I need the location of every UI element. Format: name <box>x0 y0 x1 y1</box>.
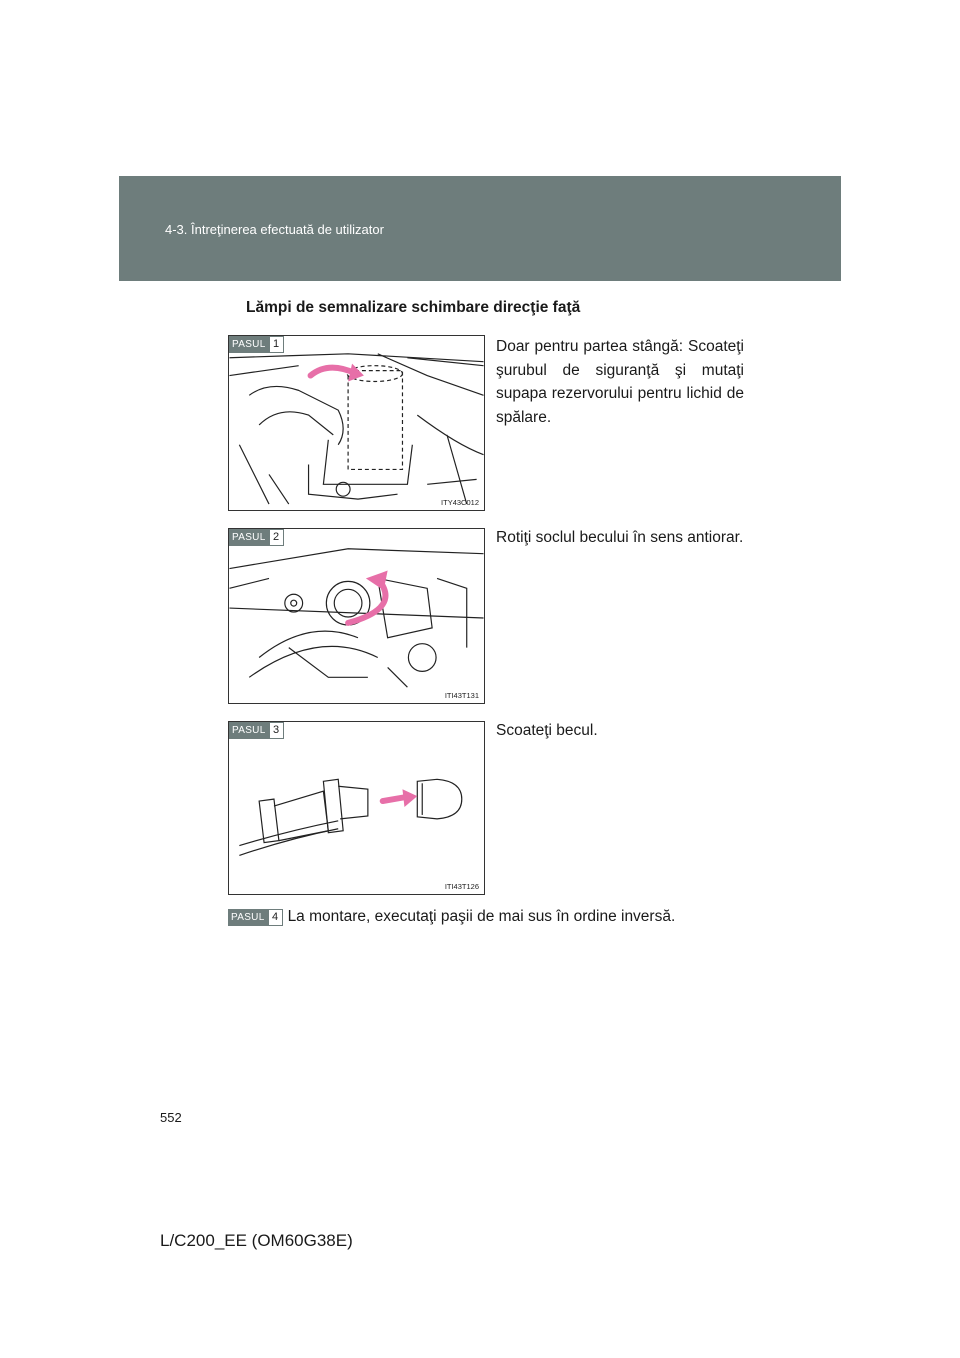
washer-tank-illustration <box>229 336 484 510</box>
section-title: 4-3. Întreţinerea efectuată de utilizator <box>165 222 384 237</box>
bulb-removal-illustration <box>229 722 484 894</box>
step-3-text: Scoateţi becul. <box>496 722 598 739</box>
figure-step-2 <box>228 528 485 704</box>
step-4-row <box>228 908 675 926</box>
step-badge-1: PASUL 1 <box>229 336 284 353</box>
figure-code-3: ITI43T126 <box>444 882 479 891</box>
step-badge-4: PASUL 4 <box>228 909 283 926</box>
step-4-text: La montare, executaţi paşii de mai sus în ordine inversă. <box>287 908 676 925</box>
figure-step-1 <box>228 335 485 511</box>
figure-code-2: ITI43T131 <box>444 691 479 700</box>
topic-heading: Lămpi de semnalizare schimbare direcţie faţă <box>246 299 581 316</box>
figure-step-3 <box>228 721 485 895</box>
bulb-socket-illustration <box>229 529 484 703</box>
figure-code-1: ITY43C012 <box>441 498 479 507</box>
step-2-text: Rotiţi soclul becului în sens antiorar. <box>496 529 744 546</box>
step-badge-2: PASUL 2 <box>229 529 284 546</box>
page-number: 552 <box>160 1110 182 1125</box>
header-band <box>119 176 841 281</box>
step-badge-3: PASUL 3 <box>229 722 284 739</box>
manual-code: L/C200_EE (OM60G38E) <box>160 1231 353 1250</box>
step-1-text: Doar pentru partea stângă: Scoateţi şurubul de siguranţă şi mutaţi supapa rezervorului pentru lichid de spălare. <box>496 338 744 426</box>
